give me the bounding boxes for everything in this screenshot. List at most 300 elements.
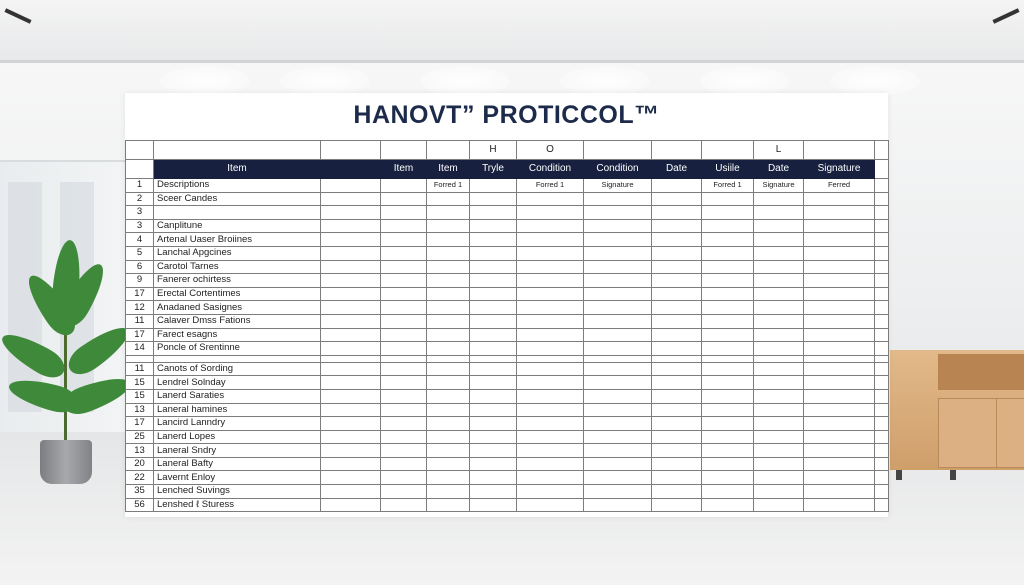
table-cell[interactable] — [381, 389, 427, 403]
table-cell[interactable] — [584, 219, 652, 233]
table-cell[interactable] — [517, 192, 584, 206]
item-cell[interactable]: Canplitune — [154, 219, 321, 233]
table-cell[interactable] — [427, 314, 470, 328]
item-cell[interactable]: Calaver Dmss Fations — [154, 314, 321, 328]
table-cell[interactable] — [517, 389, 584, 403]
table-cell[interactable] — [381, 430, 427, 444]
table-cell[interactable] — [321, 274, 381, 288]
table-cell[interactable] — [702, 314, 754, 328]
table-cell[interactable] — [584, 314, 652, 328]
table-cell[interactable] — [875, 301, 889, 315]
table-cell[interactable] — [517, 260, 584, 274]
table-cell[interactable] — [754, 355, 804, 362]
item-cell[interactable]: Carotol Tarnes — [154, 260, 321, 274]
table-cell[interactable] — [652, 376, 702, 390]
table-cell[interactable] — [804, 362, 875, 376]
table-cell[interactable] — [584, 246, 652, 260]
table-cell[interactable] — [517, 355, 584, 362]
table-cell[interactable] — [427, 233, 470, 247]
table-cell[interactable] — [517, 485, 584, 499]
table-cell[interactable] — [427, 376, 470, 390]
table-cell[interactable] — [470, 219, 517, 233]
table-cell[interactable] — [321, 376, 381, 390]
table-cell[interactable] — [321, 362, 381, 376]
table-cell[interactable] — [652, 403, 702, 417]
table-cell[interactable] — [702, 362, 754, 376]
column-letter-cell[interactable] — [154, 141, 321, 160]
table-cell[interactable] — [321, 444, 381, 458]
table-cell[interactable] — [702, 444, 754, 458]
table-cell[interactable] — [321, 471, 381, 485]
column-header[interactable] — [126, 160, 154, 179]
item-cell[interactable]: Canots of Sording — [154, 362, 321, 376]
column-header[interactable]: Tryle — [470, 160, 517, 179]
row-number[interactable]: 2 — [126, 192, 154, 206]
table-cell[interactable] — [517, 246, 584, 260]
table-cell[interactable] — [702, 287, 754, 301]
table-cell[interactable] — [321, 206, 381, 220]
table-cell[interactable] — [804, 342, 875, 356]
table-cell[interactable] — [517, 301, 584, 315]
table-cell[interactable] — [517, 362, 584, 376]
table-cell[interactable] — [381, 417, 427, 431]
table-cell[interactable] — [517, 376, 584, 390]
table-cell[interactable] — [652, 260, 702, 274]
row-number[interactable]: 25 — [126, 430, 154, 444]
item-cell[interactable]: Anadaned Sasignes — [154, 301, 321, 315]
table-cell[interactable] — [584, 260, 652, 274]
table-cell[interactable] — [381, 485, 427, 499]
table-cell[interactable] — [381, 328, 427, 342]
table-cell[interactable] — [427, 471, 470, 485]
row-number[interactable]: 35 — [126, 485, 154, 499]
table-cell[interactable] — [584, 430, 652, 444]
item-cell[interactable]: Artenal Uaser Broiines — [154, 233, 321, 247]
row-number[interactable]: 22 — [126, 471, 154, 485]
table-cell[interactable] — [702, 403, 754, 417]
row-number[interactable]: 4 — [126, 233, 154, 247]
row-number[interactable]: 17 — [126, 328, 154, 342]
table-cell[interactable] — [804, 471, 875, 485]
table-cell[interactable] — [875, 430, 889, 444]
table-cell[interactable] — [584, 485, 652, 499]
column-header[interactable]: Condition — [517, 160, 584, 179]
table-cell[interactable] — [381, 355, 427, 362]
table-cell[interactable] — [584, 206, 652, 220]
table-cell[interactable] — [804, 403, 875, 417]
table-cell[interactable] — [652, 287, 702, 301]
item-cell[interactable]: Laneral hamines — [154, 403, 321, 417]
table-cell[interactable] — [702, 417, 754, 431]
table-cell[interactable] — [754, 219, 804, 233]
table-cell[interactable] — [584, 471, 652, 485]
table-cell[interactable] — [470, 260, 517, 274]
table-cell[interactable] — [754, 246, 804, 260]
table-cell[interactable] — [702, 430, 754, 444]
column-letter-cell[interactable] — [427, 141, 470, 160]
table-cell[interactable] — [754, 471, 804, 485]
table-cell[interactable] — [754, 192, 804, 206]
table-cell[interactable] — [652, 457, 702, 471]
table-cell[interactable] — [584, 328, 652, 342]
table-cell[interactable] — [381, 376, 427, 390]
table-cell[interactable] — [652, 444, 702, 458]
table-cell[interactable] — [517, 287, 584, 301]
table-cell[interactable] — [804, 314, 875, 328]
table-cell[interactable]: Forred 1 — [517, 179, 584, 193]
row-number[interactable]: 11 — [126, 314, 154, 328]
table-cell[interactable] — [804, 233, 875, 247]
row-number[interactable]: 11 — [126, 362, 154, 376]
table-cell[interactable] — [470, 485, 517, 499]
table-cell[interactable] — [702, 485, 754, 499]
column-header[interactable]: Condition — [584, 160, 652, 179]
table-cell[interactable] — [652, 355, 702, 362]
table-cell[interactable] — [427, 246, 470, 260]
table-cell[interactable] — [875, 233, 889, 247]
table-cell[interactable] — [427, 430, 470, 444]
table-cell[interactable] — [652, 233, 702, 247]
table-cell[interactable] — [584, 457, 652, 471]
table-cell[interactable] — [321, 430, 381, 444]
table-cell[interactable] — [381, 342, 427, 356]
table-cell[interactable] — [584, 301, 652, 315]
table-cell[interactable] — [321, 246, 381, 260]
table-cell[interactable] — [427, 260, 470, 274]
item-cell[interactable]: Poncle of Srentinne — [154, 342, 321, 356]
table-cell[interactable] — [804, 444, 875, 458]
table-cell[interactable] — [875, 314, 889, 328]
table-cell[interactable] — [804, 274, 875, 288]
table-cell[interactable] — [517, 219, 584, 233]
table-cell[interactable] — [702, 328, 754, 342]
table-cell[interactable]: Signature — [584, 179, 652, 193]
table-cell[interactable] — [517, 274, 584, 288]
table-cell[interactable] — [584, 355, 652, 362]
table-cell[interactable] — [754, 376, 804, 390]
table-cell[interactable] — [517, 457, 584, 471]
item-cell[interactable]: Lancird Lanndry — [154, 417, 321, 431]
column-header[interactable]: Item — [427, 160, 470, 179]
table-cell[interactable] — [875, 362, 889, 376]
table-cell[interactable] — [584, 417, 652, 431]
table-cell[interactable] — [875, 206, 889, 220]
table-cell[interactable] — [804, 192, 875, 206]
row-number[interactable]: 5 — [126, 246, 154, 260]
row-number[interactable]: 9 — [126, 274, 154, 288]
table-cell[interactable] — [702, 274, 754, 288]
table-cell[interactable] — [804, 485, 875, 499]
table-cell[interactable] — [321, 389, 381, 403]
table-cell[interactable] — [470, 498, 517, 512]
table-cell[interactable] — [321, 417, 381, 431]
table-cell[interactable] — [652, 471, 702, 485]
table-cell[interactable] — [754, 314, 804, 328]
table-cell[interactable] — [754, 342, 804, 356]
row-number[interactable]: 17 — [126, 287, 154, 301]
table-cell[interactable] — [321, 179, 381, 193]
table-cell[interactable] — [381, 471, 427, 485]
table-cell[interactable] — [381, 206, 427, 220]
table-cell[interactable] — [517, 417, 584, 431]
table-cell[interactable] — [875, 389, 889, 403]
table-cell[interactable] — [875, 457, 889, 471]
table-cell[interactable] — [875, 328, 889, 342]
table-cell[interactable] — [517, 498, 584, 512]
table-cell[interactable] — [652, 389, 702, 403]
table-cell[interactable] — [154, 355, 321, 362]
column-letter-cell[interactable] — [126, 141, 154, 160]
table-cell[interactable] — [381, 403, 427, 417]
table-cell[interactable] — [804, 301, 875, 315]
table-cell[interactable] — [584, 287, 652, 301]
table-cell[interactable] — [470, 342, 517, 356]
table-cell[interactable] — [584, 389, 652, 403]
table-cell[interactable] — [754, 260, 804, 274]
table-cell[interactable] — [652, 362, 702, 376]
table-cell[interactable] — [470, 233, 517, 247]
table-cell[interactable] — [381, 287, 427, 301]
table-cell[interactable] — [427, 457, 470, 471]
table-cell[interactable] — [754, 328, 804, 342]
row-number[interactable]: 17 — [126, 417, 154, 431]
table-cell[interactable] — [517, 403, 584, 417]
row-number[interactable]: 56 — [126, 498, 154, 512]
table-cell[interactable] — [875, 355, 889, 362]
column-letter-cell[interactable]: O — [517, 141, 584, 160]
item-cell[interactable]: Laneral Bafty — [154, 457, 321, 471]
table-cell[interactable] — [381, 246, 427, 260]
table-cell[interactable] — [470, 430, 517, 444]
table-cell[interactable] — [517, 471, 584, 485]
column-letter-cell[interactable] — [381, 141, 427, 160]
column-letter-cell[interactable]: L — [754, 141, 804, 160]
table-cell[interactable] — [584, 498, 652, 512]
row-number[interactable]: 20 — [126, 457, 154, 471]
item-cell[interactable]: Lendrel Solnday — [154, 376, 321, 390]
table-cell[interactable] — [470, 287, 517, 301]
table-cell[interactable] — [427, 219, 470, 233]
column-letter-cell[interactable] — [875, 141, 889, 160]
table-cell[interactable] — [427, 328, 470, 342]
table-cell[interactable] — [875, 444, 889, 458]
table-cell[interactable] — [584, 376, 652, 390]
table-cell[interactable] — [584, 274, 652, 288]
table-cell[interactable] — [652, 274, 702, 288]
table-cell[interactable] — [702, 498, 754, 512]
table-cell[interactable] — [804, 328, 875, 342]
table-cell[interactable] — [754, 389, 804, 403]
table-cell[interactable] — [584, 403, 652, 417]
item-cell[interactable]: Descriptions — [154, 179, 321, 193]
item-cell[interactable]: Laneral Sndry — [154, 444, 321, 458]
table-cell[interactable] — [427, 403, 470, 417]
table-cell[interactable] — [381, 457, 427, 471]
table-cell[interactable] — [652, 246, 702, 260]
column-header[interactable]: Date — [652, 160, 702, 179]
table-cell[interactable] — [427, 498, 470, 512]
column-letter-cell[interactable] — [804, 141, 875, 160]
column-letter-cell[interactable] — [584, 141, 652, 160]
column-header[interactable] — [321, 160, 381, 179]
table-cell[interactable] — [470, 457, 517, 471]
table-cell[interactable] — [652, 206, 702, 220]
table-cell[interactable] — [754, 362, 804, 376]
table-cell[interactable] — [754, 274, 804, 288]
table-cell[interactable] — [754, 301, 804, 315]
table-cell[interactable] — [652, 301, 702, 315]
table-cell[interactable] — [381, 179, 427, 193]
table-cell[interactable] — [381, 301, 427, 315]
table-cell[interactable] — [804, 219, 875, 233]
column-letter-cell[interactable]: H — [470, 141, 517, 160]
table-cell[interactable] — [754, 430, 804, 444]
table-cell[interactable] — [804, 355, 875, 362]
item-cell[interactable]: Lanchal Apgcines — [154, 246, 321, 260]
table-cell[interactable] — [875, 219, 889, 233]
table-cell[interactable] — [517, 328, 584, 342]
table-cell[interactable] — [652, 430, 702, 444]
table-cell[interactable] — [652, 192, 702, 206]
table-cell[interactable]: Signature — [754, 179, 804, 193]
table-cell[interactable] — [427, 355, 470, 362]
table-cell[interactable] — [470, 417, 517, 431]
row-number[interactable]: 3 — [126, 219, 154, 233]
table-cell[interactable] — [702, 457, 754, 471]
column-header[interactable]: Item — [154, 160, 321, 179]
column-letter-cell[interactable] — [702, 141, 754, 160]
item-cell[interactable] — [154, 206, 321, 220]
table-cell[interactable] — [804, 287, 875, 301]
table-cell[interactable] — [470, 274, 517, 288]
column-header[interactable]: Item — [381, 160, 427, 179]
table-cell[interactable] — [321, 355, 381, 362]
table-cell[interactable]: Ferred — [804, 179, 875, 193]
table-cell[interactable] — [321, 485, 381, 499]
table-cell[interactable] — [804, 376, 875, 390]
table-cell[interactable] — [321, 192, 381, 206]
table-cell[interactable] — [875, 260, 889, 274]
column-header[interactable]: Signature — [804, 160, 875, 179]
table-cell[interactable] — [804, 389, 875, 403]
table-cell[interactable] — [321, 457, 381, 471]
table-cell[interactable] — [702, 471, 754, 485]
table-cell[interactable] — [381, 314, 427, 328]
table-cell[interactable] — [470, 301, 517, 315]
table-cell[interactable] — [321, 287, 381, 301]
table-cell[interactable] — [517, 233, 584, 247]
table-cell[interactable] — [584, 362, 652, 376]
table-cell[interactable] — [427, 342, 470, 356]
item-cell[interactable]: Erectal Cortentimes — [154, 287, 321, 301]
row-number[interactable]: 1 — [126, 179, 154, 193]
item-cell[interactable]: Farect esagns — [154, 328, 321, 342]
row-number[interactable]: 12 — [126, 301, 154, 315]
table-cell[interactable] — [875, 471, 889, 485]
table-cell[interactable] — [321, 219, 381, 233]
table-cell[interactable] — [470, 314, 517, 328]
table-cell[interactable] — [427, 444, 470, 458]
table-cell[interactable] — [470, 355, 517, 362]
table-cell[interactable] — [875, 246, 889, 260]
row-number[interactable]: 13 — [126, 403, 154, 417]
table-cell[interactable] — [804, 457, 875, 471]
table-cell[interactable] — [754, 233, 804, 247]
row-number[interactable]: 13 — [126, 444, 154, 458]
item-cell[interactable]: Lavernt Enloy — [154, 471, 321, 485]
table-cell[interactable] — [584, 192, 652, 206]
table-cell[interactable] — [321, 328, 381, 342]
item-cell[interactable]: Lenshed ℓ Sturess — [154, 498, 321, 512]
table-cell[interactable] — [321, 233, 381, 247]
item-cell[interactable]: Fanerer ochirtess — [154, 274, 321, 288]
table-cell[interactable] — [702, 389, 754, 403]
table-cell[interactable] — [652, 219, 702, 233]
table-cell[interactable] — [652, 314, 702, 328]
table-cell[interactable] — [321, 260, 381, 274]
table-cell[interactable] — [754, 206, 804, 220]
table-cell[interactable] — [126, 355, 154, 362]
table-cell[interactable] — [427, 287, 470, 301]
table-cell[interactable] — [517, 342, 584, 356]
table-cell[interactable] — [754, 457, 804, 471]
table-cell[interactable] — [754, 498, 804, 512]
table-cell[interactable] — [470, 444, 517, 458]
table-cell[interactable] — [652, 179, 702, 193]
table-cell[interactable] — [321, 301, 381, 315]
table-cell[interactable] — [321, 403, 381, 417]
table-cell[interactable] — [702, 301, 754, 315]
table-cell[interactable] — [427, 192, 470, 206]
table-cell[interactable] — [470, 362, 517, 376]
table-cell[interactable] — [754, 444, 804, 458]
table-cell[interactable] — [427, 301, 470, 315]
table-cell[interactable] — [381, 192, 427, 206]
table-cell[interactable] — [427, 362, 470, 376]
table-cell[interactable] — [584, 233, 652, 247]
column-header[interactable] — [875, 160, 889, 179]
table-cell[interactable] — [584, 444, 652, 458]
table-cell[interactable] — [427, 417, 470, 431]
table-cell[interactable]: Forred 1 — [427, 179, 470, 193]
column-letter-cell[interactable] — [321, 141, 381, 160]
table-cell[interactable] — [754, 287, 804, 301]
item-cell[interactable]: Sceer Candes — [154, 192, 321, 206]
table-cell[interactable] — [427, 485, 470, 499]
table-cell[interactable] — [652, 342, 702, 356]
table-cell[interactable] — [875, 287, 889, 301]
table-cell[interactable] — [875, 417, 889, 431]
table-cell[interactable] — [427, 274, 470, 288]
table-cell[interactable] — [804, 260, 875, 274]
table-cell[interactable] — [702, 206, 754, 220]
table-cell[interactable] — [470, 192, 517, 206]
table-cell[interactable] — [517, 444, 584, 458]
table-cell[interactable] — [875, 498, 889, 512]
table-cell[interactable] — [470, 179, 517, 193]
table-cell[interactable] — [702, 233, 754, 247]
table-cell[interactable] — [584, 342, 652, 356]
row-number[interactable]: 14 — [126, 342, 154, 356]
table-cell[interactable] — [875, 376, 889, 390]
table-cell[interactable] — [470, 376, 517, 390]
table-cell[interactable] — [875, 403, 889, 417]
table-cell[interactable] — [702, 376, 754, 390]
table-cell[interactable] — [427, 206, 470, 220]
table-cell[interactable] — [470, 389, 517, 403]
table-cell[interactable] — [804, 417, 875, 431]
table-cell[interactable] — [875, 274, 889, 288]
